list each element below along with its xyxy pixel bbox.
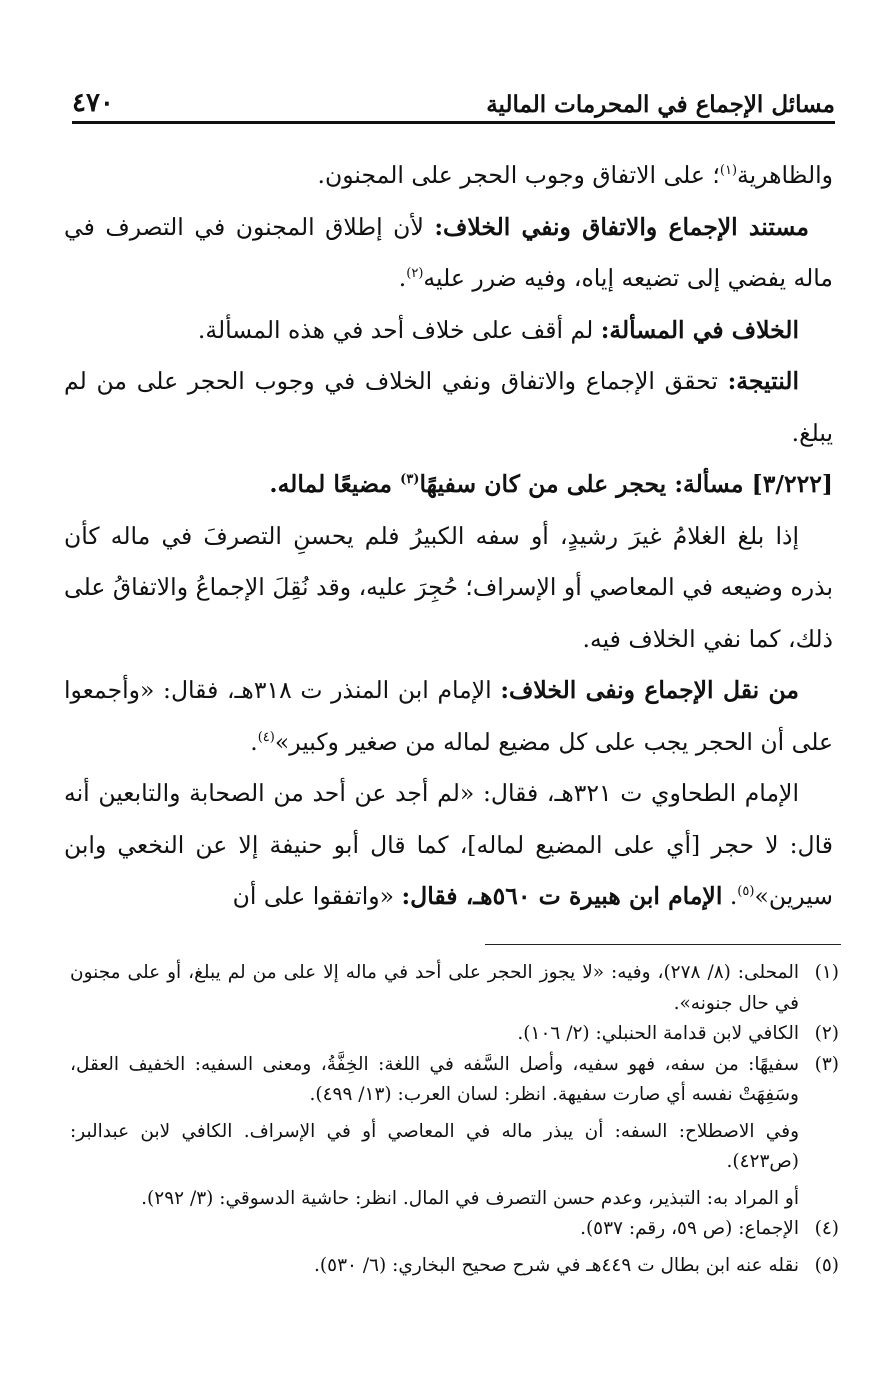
text: . [722,882,738,910]
text: مضيعًا لماله. [269,470,401,498]
issue-heading [64,459,833,511]
footnote-ref-2[interactable]: (٢) [406,266,424,282]
footnote-number: (٣) [814,1053,839,1075]
footnote-2 [70,1019,839,1050]
text: والظاهرية [737,161,833,189]
paragraph-zahiriyya [64,150,833,202]
label-basis: مستند الإجماع والاتفاق ونفي الخلاف: [434,212,810,241]
footnote-text: نقله عنه ابن بطال ت ٤٤٩هـ في شرح صحيح البخاري: (٦/ ٥٣٠). [314,1254,799,1276]
page-number: ٤٧٠ [72,88,114,118]
paragraph-disagreement [64,305,833,357]
text: «واتفقوا على أن [232,882,402,910]
text: لم أقف على خلاف أحد في هذه المسألة. [197,315,601,344]
footnote-separator [485,944,841,945]
main-text [64,150,833,923]
footnote-text: الكافي لابن قدامة الحنبلي: (٢/ ١٠٦). [517,1023,799,1044]
footnote-text: سفيهًا: من سفه، فهو سفيه، وأصل السَّفه في اللغة: الخِفَّةُ، ومعنى السفيه: الخفيف العقل، وسَفِهَتْ نفسه أي صارت سفيهة. انظر: لسان العرب: (١٣/ ٤٩٩). [70,1053,799,1105]
footnote-5 [70,1251,839,1282]
paragraph-tahawi [64,768,833,923]
paragraph-issue: إذا بلغ الغلامُ غيرَ رشيدٍ، أو سفه الكبيرُ فلم يحسنِ التصرفَ في ماله كأن بذره وضيعه في المعاصي أو الإسراف؛ حُجِرَ عليه، وقد نُقِلَ الإجماعُ والاتفاقُ على ذلك، كما نفي الخلاف فيه. [64,521,833,653]
footnote-ref-4[interactable]: (٤) [257,729,275,745]
footnote-4 [70,1214,839,1245]
text: لأن إطلاق المجنون في التصرف في ماله يفضي إلى تضيعه إياه، وفيه ضرر عليه [64,212,833,292]
label-ibn-hubayra: الإمام ابن هبيرة ت ٥٦٠هـ، فقال: [401,882,723,910]
text: [٣/٢٢٢] مسألة: يحجر على من كان سفيهًا [419,470,833,498]
footnote-text: وفي الاصطلاح: السفه: أن يبذر ماله في المعاصي أو في الإسراف. الكافي لابن عبدالبر: (ص٤٢٣). [70,1120,799,1172]
text: ؛ على الاتفاق وجوب الحجر على المجنون. [317,161,720,189]
footnote-ref-1[interactable]: (١) [719,163,738,179]
label-disagreement: الخلاف في المسألة: [600,315,799,344]
footnote-1 [70,958,839,1019]
footnote-ref-5[interactable]: (٥) [737,884,755,900]
footnotes [70,958,839,1281]
footnote-text: المحلى: (٨/ ٢٧٨)، وفيه: «لا يجوز الحجر على أحد في ماله إلا على من لم يبلغ، أو على مجنون في حال جنونه». [70,962,799,1014]
footnote-ref-3[interactable]: (٣) [400,472,420,488]
footnote-number: (١) [814,962,839,983]
text: تحقق الإجماع والاتفاق ونفي الخلاف في وجوب الحجر على من لم يبلغ. [64,367,833,447]
header-rule [72,121,835,124]
footnote-text: الإجماع: (ص ٥٩، رقم: ٥٣٧). [580,1218,799,1239]
footnote-number: (٥) [814,1254,839,1276]
footnote-text: أو المراد به: التبذير، وعدم حسن التصرف في المال. انظر: حاشية الدسوقي: (٣/ ٢٩٢). [141,1187,799,1209]
text: الإمام ابن المنذر ت ٣١٨هـ، فقال: «وأجمعوا على أن الحجر يجب على كل مضيع لماله من صغير وكبير» [64,676,833,756]
footnote-number: (٤) [814,1218,839,1239]
footnote-3 [70,1050,839,1215]
running-title: مسائل الإجماع في المحرمات المالية [486,91,835,118]
paragraph-result [64,356,833,459]
text: . [398,264,407,292]
label-transmitters: من نقل الإجماع ونفى الخلاف: [500,676,800,704]
paragraph-transmitters [64,665,833,768]
paragraph-basis [64,202,833,305]
footnote-number: (٢) [814,1023,839,1044]
text: الإمام الطحاوي ت ٣٢١هـ، فقال: «لم أجد عن أحد من الصحابة والتابعين أنه قال: لا حجر [أي على المضيع لماله]، كما قال أبو حنيفة إلا عن النخعي وابن سيرين» [64,779,833,910]
page-header [72,78,835,118]
text: . [250,727,258,756]
label-result: النتيجة: [727,367,799,395]
